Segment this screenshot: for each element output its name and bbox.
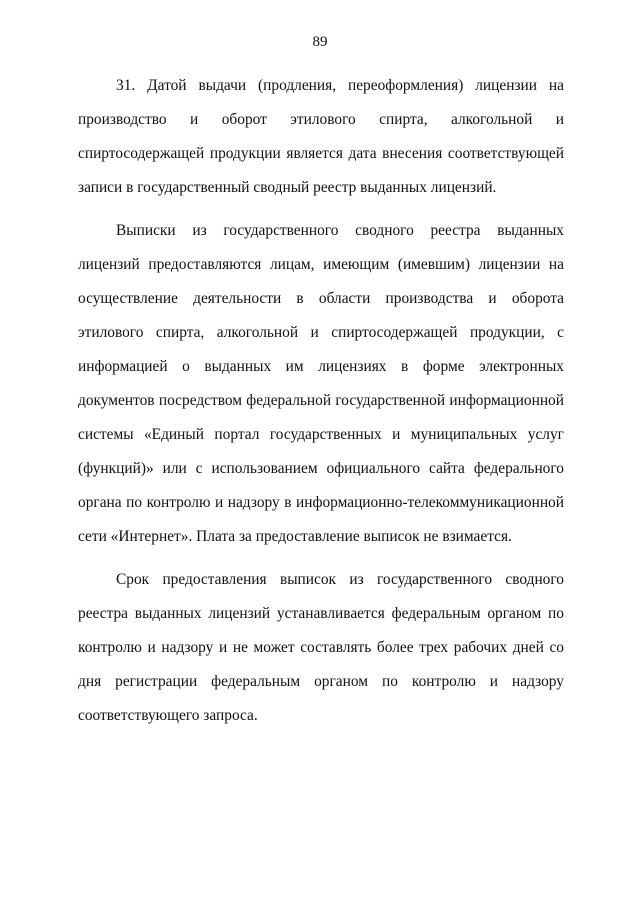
document-body (78, 69, 564, 742)
page-number: 89 (312, 34, 328, 50)
paragraph-license-date: 31. Датой выдачи (продления, переоформления) лицензии на производство и оборот этилового спирта, алкогольной и спиртосодержащей продукции является дата внесения соответствующей записи в государственный сводный реестр выданных лицензий. (78, 77, 564, 196)
paragraph-extract-deadline: Срок предоставления выписок из государственного сводного реестра выданных лицензий устанавливается федеральным органом по контролю и надзору и не может составлять более трех рабочих дней со дня регистрации федеральным органом по контролю и надзору соответствующего запроса. (78, 571, 564, 724)
paragraph-registry-extracts: Выписки из государственного сводного реестра выданных лицензий предоставляются лицам, имеющим (имевшим) лицензии на осуществление деятельности в области производства и оборота этилового спирта, алкогольной и спиртосодержащей продукции, с информацией о выданных им лицензиях в форме электронных документов посредством федеральной государственной информационной системы «Единый портал государственных и муниципальных услуг (функций)» или с использованием официального сайта федерального органа по контролю и надзору в информационно-телекоммуникационной сети «Интернет». Плата за предоставление выписок не взимается. (78, 222, 564, 545)
